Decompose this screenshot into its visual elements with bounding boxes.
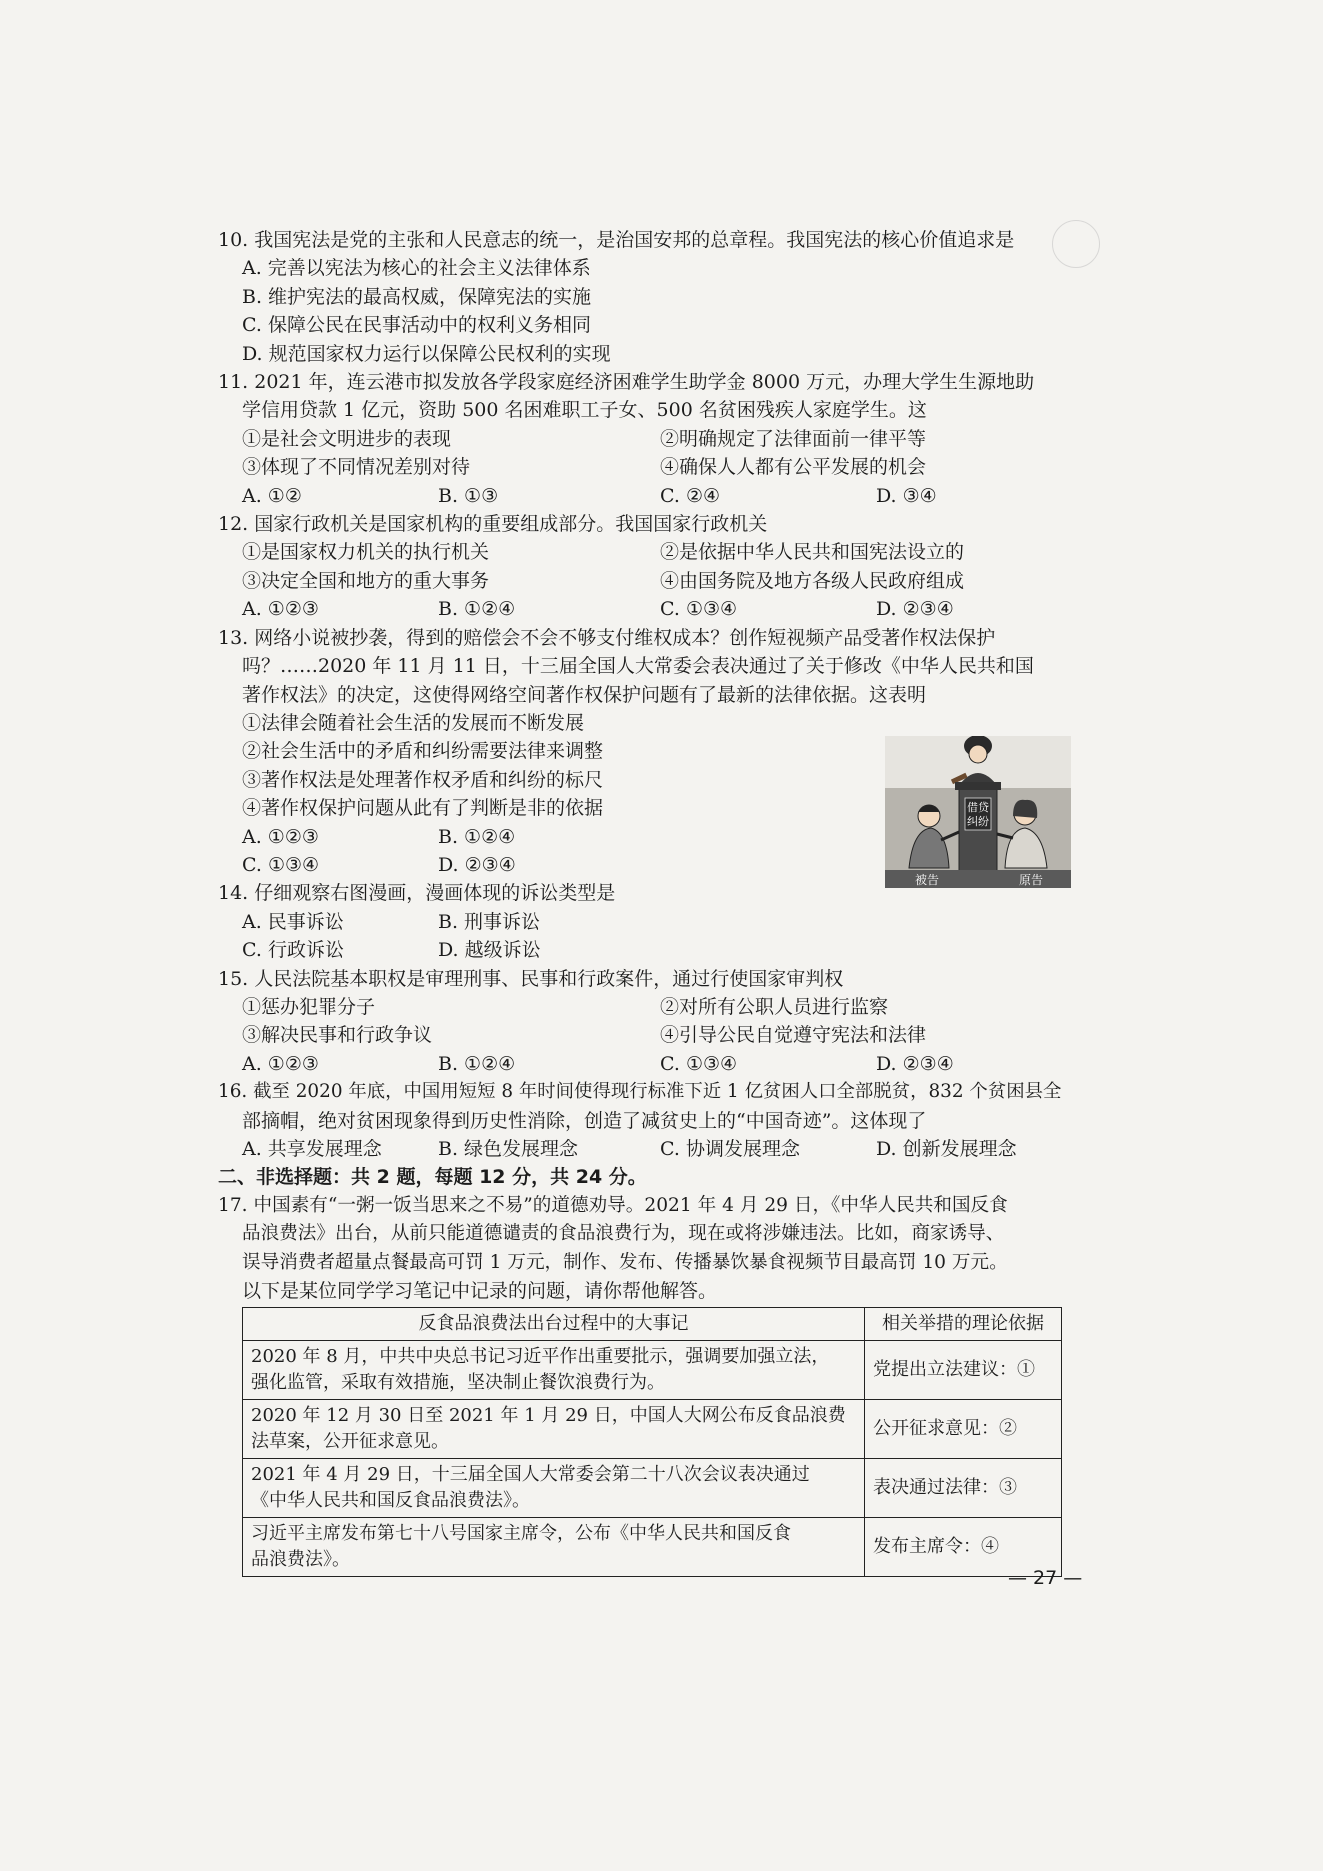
q11-choice-b: B. ①③: [438, 484, 499, 507]
question-13-stem-line3: 著作权法》的决定，这使得网络空间著作权保护问题有了最新的法律依据。这表明: [242, 683, 927, 706]
label-defendant: 被告: [914, 873, 940, 887]
question-16-stem-line1: 16. 截至 2020 年底，中国用短短 8 年时间使得现行标准下近 1 亿贫困人口全部脱贫，832 个贫困县全: [218, 1081, 1062, 1103]
q15-statements-row1: [218, 993, 1098, 1021]
event-cell: [243, 1341, 865, 1400]
q11-statement-1: ①是社会文明进步的表现: [242, 427, 452, 450]
q13-choice-c: C. ①③④: [242, 853, 320, 876]
q12-choices: [218, 595, 1098, 623]
podium: [955, 782, 1001, 874]
q16-choice-c: C. 协调发展理念: [660, 1138, 800, 1160]
question-11-stem-line2: 学信用贷款 1 亿元，资助 500 名困难职工子女、500 名贫困残疾人家庭学生。这: [242, 399, 927, 422]
q15-statement-3: ③解决民事和行政争议: [242, 1024, 433, 1047]
event-text-line1: 2021 年 4 月 29 日，十三届全国人大常委会第二十八次会议表决通过: [251, 1464, 810, 1486]
q11-choice-a: A. ①②: [242, 484, 302, 507]
question-10-stem: 10. 我国宪法是党的主张和人民意志的统一，是治国安邦的总章程。我国宪法的核心价值追求是: [218, 229, 1015, 251]
question-16: [218, 1078, 1098, 1163]
basis-cell: 党提出立法建议：①: [865, 1341, 1062, 1400]
question-11: [218, 368, 1098, 510]
sign-line-1: 借贷: [967, 801, 989, 814]
question-13-stem-line2: 吗？……2020 年 11 月 11 日，十三届全国人大常委会表决通过了关于修改《中华人民共和国: [242, 655, 1034, 678]
q15-statement-4: ④引导公民自觉遵守宪法和法律: [660, 1024, 927, 1047]
q10-option-b: B. 维护宪法的最高权威，保障宪法的实施: [242, 285, 592, 308]
events-table: [242, 1307, 1062, 1577]
q11-statements-row1: [218, 425, 1098, 453]
table-row: [243, 1341, 1062, 1400]
question-17-line4: 以下是某位同学学习笔记中记录的问题，请你帮他解答。: [242, 1280, 718, 1303]
question-17-line3: 误导消费者超量点餐最高可罚 1 万元，制作、发布、传播暴饮暴食视频节目最高罚 10 万元。: [242, 1251, 1008, 1273]
question-11-stem-line1: 11. 2021 年，连云港市拟发放各学段家庭经济困难学生助学金 8000 万元，办理大学生生源地助: [218, 371, 1035, 394]
question-17-line2: 品浪费法》出台，从前只能道德谴责的食品浪费行为，现在或将涉嫌违法。比如，商家诱导、: [242, 1223, 1005, 1245]
event-cell: [243, 1518, 865, 1577]
basis-cell: 公开征求意见：②: [865, 1400, 1062, 1459]
table-row: [243, 1400, 1062, 1459]
q13-statement-4: ④著作权保护问题从此有了判断是非的依据: [242, 797, 604, 820]
q13-choice-a: A. ①②③: [242, 825, 319, 848]
q10-option-d: D. 规范国家权力运行以保障公民权利的实现: [242, 342, 611, 365]
q11-choice-d: D. ③④: [876, 484, 937, 507]
q12-choice-b: B. ①②④: [438, 598, 516, 621]
question-15: [218, 965, 1098, 1079]
question-12-stem: 12. 国家行政机关是国家机构的重要组成部分。我国国家行政机关: [218, 513, 768, 536]
question-content: [218, 226, 1098, 1577]
court-cartoon: [885, 736, 1071, 888]
q12-choice-c: C. ①③④: [660, 598, 738, 621]
event-text-line2: 强化监管，采取有效措施，坚决制止餐饮浪费行为。: [251, 1372, 665, 1394]
event-text-line2: 《中华人民共和国反食品浪费法》。: [251, 1490, 530, 1512]
q12-statement-4: ④由国务院及地方各级人民政府组成: [660, 569, 965, 592]
q16-choices: [218, 1135, 1098, 1163]
q12-statement-2: ②是依据中华人民共和国宪法设立的: [660, 541, 965, 564]
q16-choice-b: B. 绿色发展理念: [438, 1138, 579, 1160]
q14-choice-b: B. 刑事诉讼: [438, 910, 541, 933]
q10-option-c: C. 保障公民在民事活动中的权利义务相同: [242, 314, 591, 337]
q11-statement-2: ②明确规定了法律面前一律平等: [660, 427, 927, 450]
q13-statement-3: ③著作权法是处理著作权矛盾和纠纷的标尺: [242, 768, 604, 791]
q13-choice-d: D. ②③④: [438, 853, 516, 876]
q14-choices-row2: [218, 936, 1098, 964]
q10-option-a: A. 完善以宪法为核心的社会主义法律体系: [242, 257, 591, 280]
q12-choice-a: A. ①②③: [242, 598, 319, 621]
event-text-line1: 2020 年 12 月 30 日至 2021 年 1 月 29 日，中国人大网公布反食品浪费: [251, 1405, 846, 1427]
event-text-line1: 2020 年 8 月，中共中央总书记习近平作出重要批示，强调要加强立法，: [251, 1346, 830, 1368]
event-text-line2: 法草案，公开征求意见。: [251, 1431, 449, 1453]
q11-statement-3: ③体现了不同情况差别对待: [242, 456, 471, 479]
q12-statements-row1: [218, 538, 1098, 566]
question-17-line1: 17. 中国素有“一粥一饭当思来之不易”的道德劝导。2021 年 4 月 29 日，《中华人民共和国反食: [218, 1194, 1008, 1216]
page-number: — 27 —: [1008, 1567, 1083, 1589]
question-13-stem-line1: 13. 网络小说被抄袭，得到的赔偿会不会不够支付维权成本？创作短视频产品受著作权法保护: [218, 626, 996, 649]
q12-statements-row2: [218, 567, 1098, 595]
event-cell: [243, 1459, 865, 1518]
sign-line-2: 纠纷: [967, 815, 989, 828]
q16-choice-d: D. 创新发展理念: [876, 1138, 1017, 1160]
q11-choices: [218, 482, 1098, 510]
q14-choices-row1: [218, 908, 1098, 936]
q15-statement-2: ②对所有公职人员进行监察: [660, 995, 889, 1018]
q12-choice-d: D. ②③④: [876, 598, 954, 621]
q14-choice-d: D. 越级诉讼: [438, 939, 541, 962]
event-cell: [243, 1400, 865, 1459]
event-text-line1: 习近平主席发布第七十八号国家主席令，公布《中华人民共和国反食: [251, 1523, 791, 1545]
q13-statement-2: ②社会生活中的矛盾和纠纷需要法律来调整: [242, 740, 604, 763]
q15-statements-row2: [218, 1021, 1098, 1049]
q16-choice-a: A. 共享发展理念: [242, 1138, 382, 1160]
q11-statement-4: ④确保人人都有公平发展的机会: [660, 456, 927, 479]
q15-choice-b: B. ①②④: [438, 1052, 516, 1075]
header-event: 反食品浪费法出台过程中的大事记: [243, 1308, 865, 1341]
question-12: [218, 510, 1098, 624]
question-14-stem: 14. 仔细观察右图漫画，漫画体现的诉讼类型是: [218, 882, 616, 905]
q15-choices: [218, 1050, 1098, 1078]
q15-choice-c: C. ①③④: [660, 1052, 738, 1075]
q12-statement-3: ③决定全国和地方的重大事务: [242, 569, 490, 592]
q11-statements-row2: [218, 453, 1098, 481]
q11-choice-c: C. ②④: [660, 484, 721, 507]
question-15-stem: 15. 人民法院基本职权是审理刑事、民事和行政案件，通过行使国家审判权: [218, 967, 844, 990]
label-plaintiff: 原告: [1018, 873, 1044, 887]
basis-cell: 发布主席令：④: [865, 1518, 1062, 1577]
event-text-line2: 品浪费法》。: [251, 1549, 350, 1571]
q13-choice-b: B. ①②④: [438, 825, 516, 848]
q13-statement-1: ①法律会随着社会生活的发展而不断发展: [242, 711, 585, 734]
q14-choice-a: A. 民事诉讼: [242, 910, 344, 933]
question-17: [218, 1192, 1098, 1578]
q12-statement-1: ①是国家权力机关的执行机关: [242, 541, 490, 564]
question-10: [218, 226, 1098, 368]
q15-choice-a: A. ①②③: [242, 1052, 319, 1075]
q14-choice-c: C. 行政诉讼: [242, 939, 344, 962]
basis-cell: 表决通过法律：③: [865, 1459, 1062, 1518]
q15-choice-d: D. ②③④: [876, 1052, 954, 1075]
table-row: [243, 1459, 1062, 1518]
q15-statement-1: ①惩办犯罪分子: [242, 995, 376, 1018]
question-14: [218, 879, 1098, 964]
header-basis: 相关举措的理论依据: [865, 1308, 1062, 1341]
question-16-stem-line2: 部摘帽，绝对贫困现象得到历史性消除，创造了减贫史上的“中国奇迹”。这体现了: [242, 1109, 927, 1132]
events-table-header: [243, 1308, 1062, 1341]
section-2-heading: 二、非选择题：共 2 题，每题 12 分，共 24 分。: [218, 1166, 647, 1189]
table-row: [243, 1518, 1062, 1577]
